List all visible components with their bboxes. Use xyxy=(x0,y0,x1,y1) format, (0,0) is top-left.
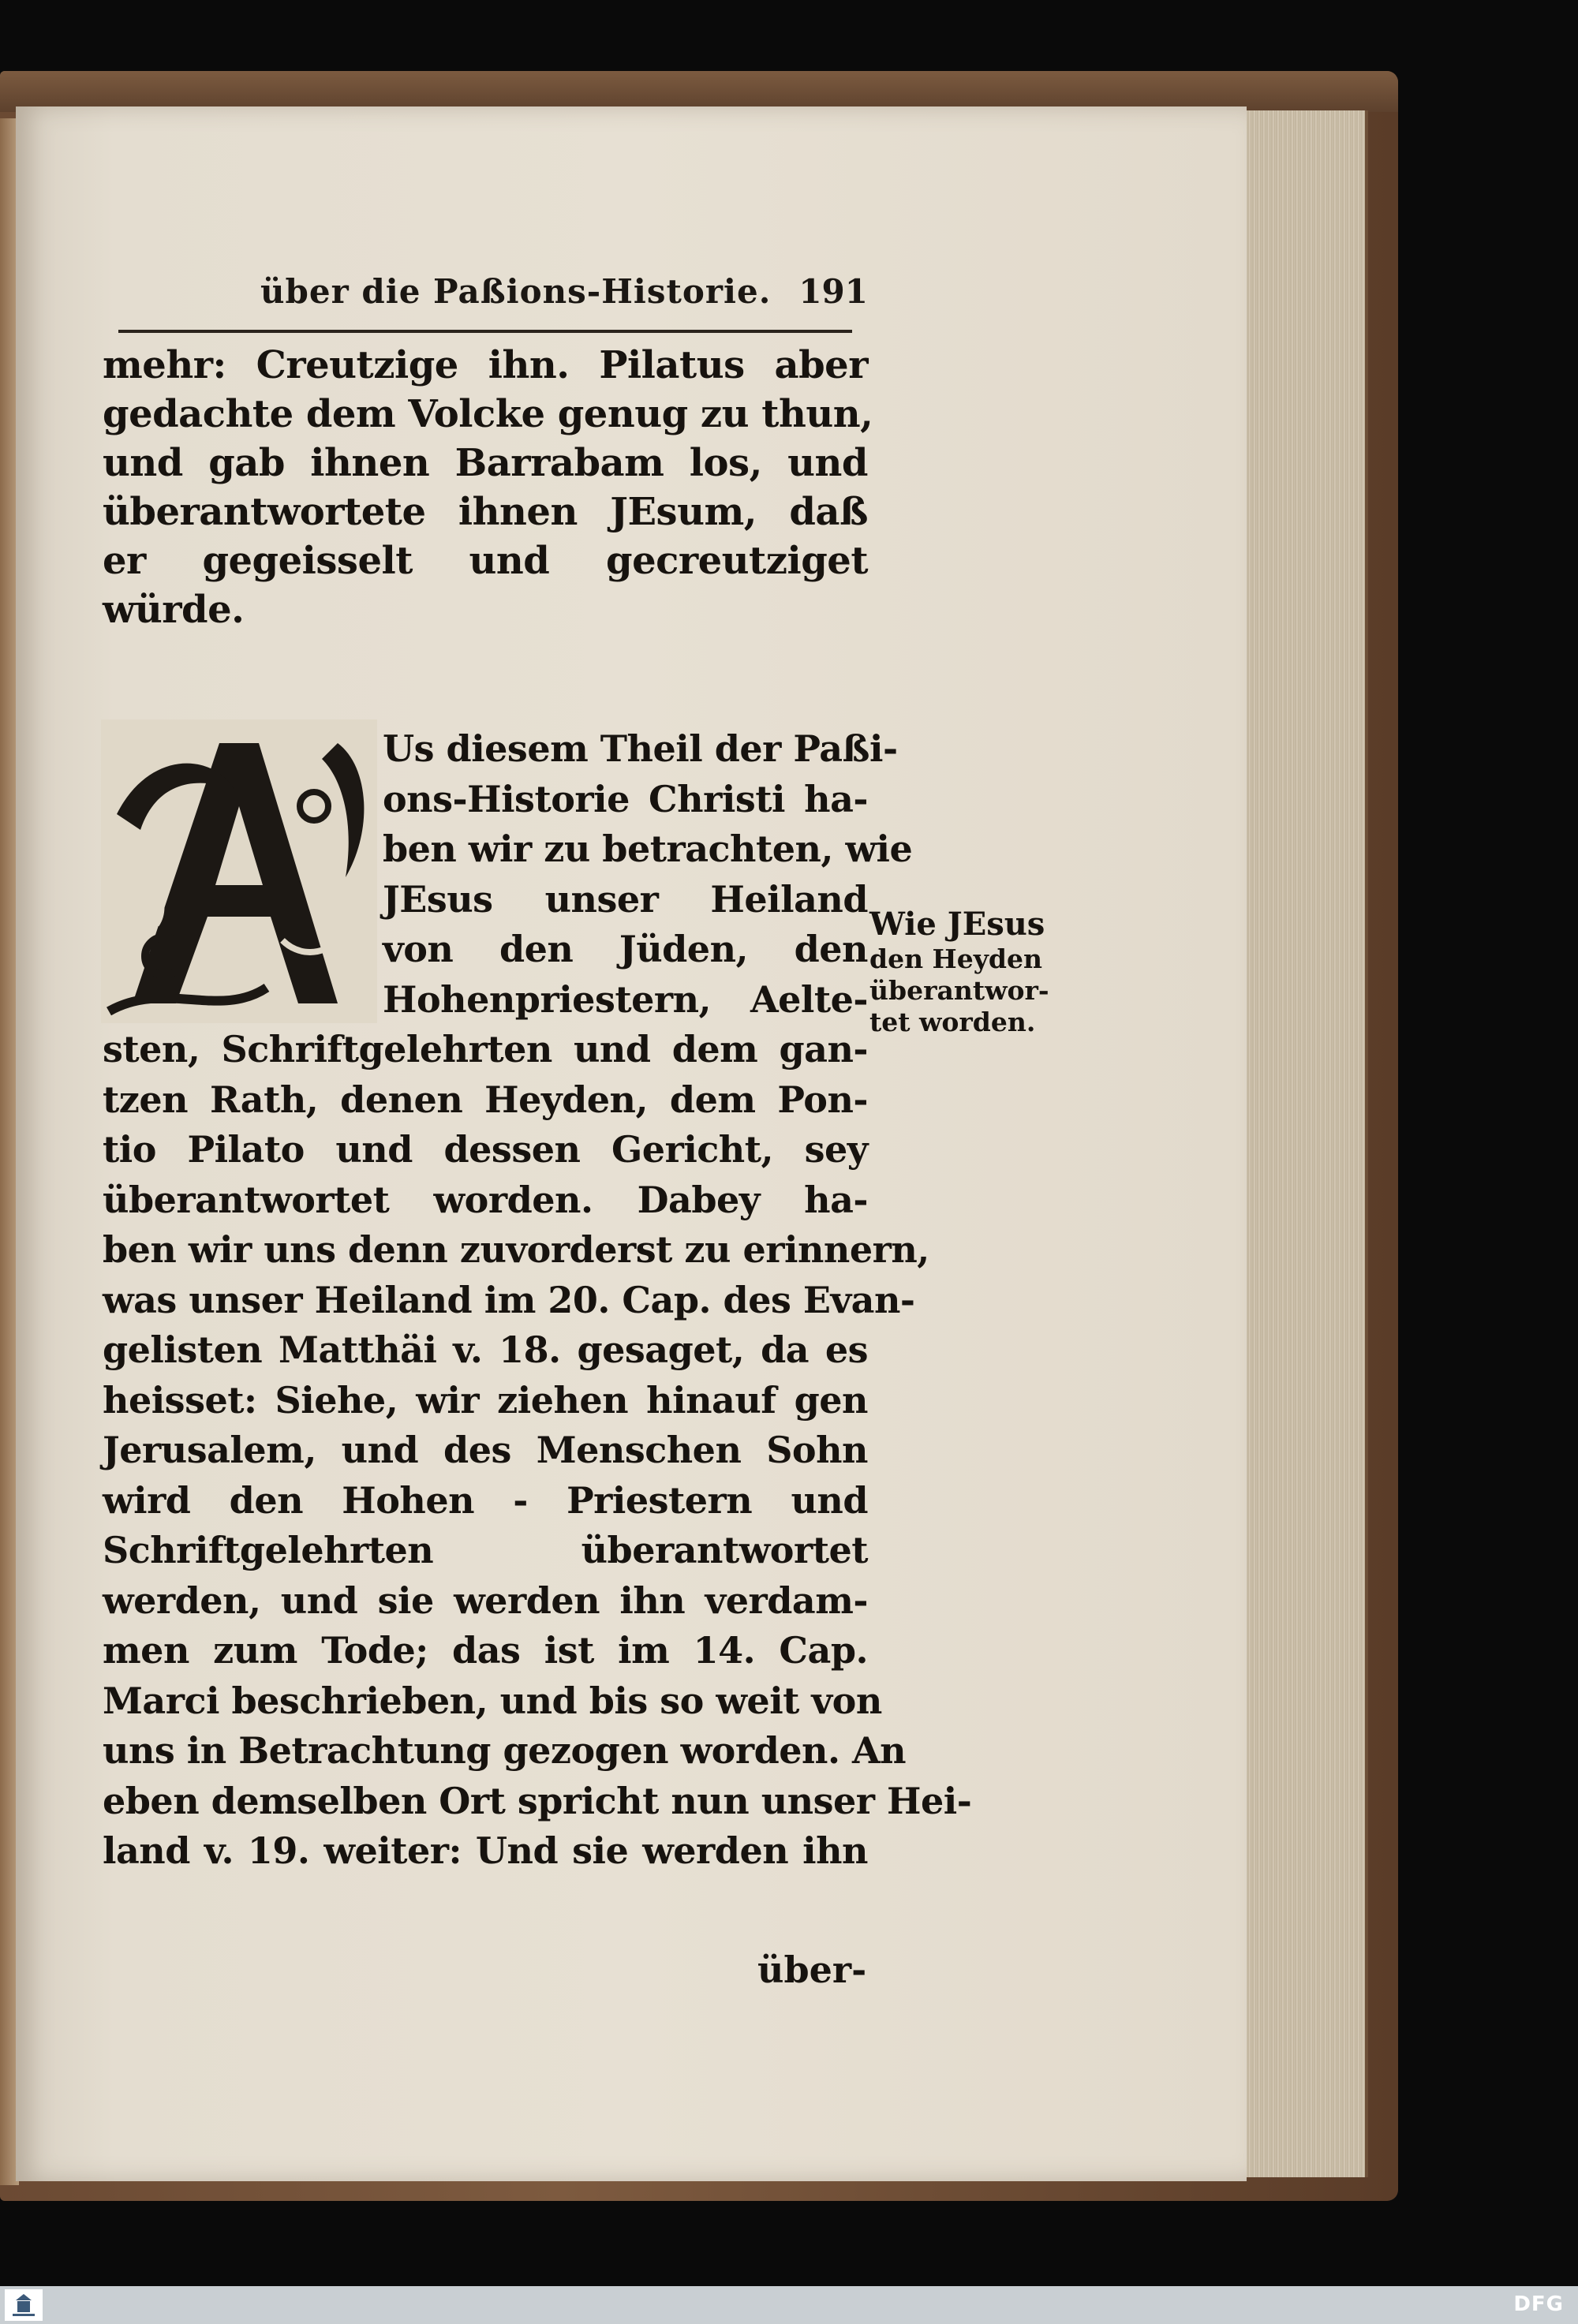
text-line: eben demselben Ort spricht nun unser Hei- xyxy=(103,1779,972,1822)
margin-note-line: den Heyden xyxy=(869,943,1042,974)
text-block-1 xyxy=(103,341,873,634)
text-line: tio Pilato und dessen Gericht, sey xyxy=(103,1128,868,1171)
text-line: uns in Betrachtung gezogen worden. An xyxy=(103,1729,907,1772)
text-line: Jerusalem, und des Menschen Sohn xyxy=(103,1429,868,1471)
text-line: ons-Historie Christi ha- xyxy=(383,777,868,820)
page-number: 191 xyxy=(798,272,868,311)
margin-note xyxy=(869,906,1067,1038)
dfg-logo: DFG xyxy=(1513,2292,1564,2316)
text-line: überantwortet worden. Dabey ha- xyxy=(103,1178,868,1221)
text-line: men zum Tode; das ist im 14. Cap. xyxy=(103,1629,868,1672)
text-line: tzen Rath, denen Heyden, dem Pon- xyxy=(103,1078,868,1121)
running-head-title: über die Paßions-Historie. xyxy=(260,272,772,311)
text-line: heisset: Siehe, wir ziehen hinauf gen xyxy=(103,1378,868,1422)
viewer-footer-bar xyxy=(0,2286,1578,2324)
text-line: JEsus unser Heiland xyxy=(383,877,868,921)
text-line: ben wir zu betrachten, wie xyxy=(383,828,913,870)
text-line: von den Jüden, den xyxy=(383,928,868,970)
text-line: land v. 19. weiter: Und sie werden ihn xyxy=(103,1829,868,1872)
text-line: wird den Hohen - Priestern und xyxy=(103,1478,868,1522)
text-line: sten, Schriftgelehrten und dem gan- xyxy=(103,1028,868,1070)
text-line: ben wir uns denn zuvorderst zu erinnern, xyxy=(103,1228,929,1271)
margin-note-line: überantwor- xyxy=(869,975,1049,1006)
catchword: über- xyxy=(757,1948,867,1991)
text-line: gedachte dem Volcke genug zu thun, xyxy=(103,392,873,436)
text-line: Marci beschrieben, und bis so weit von xyxy=(103,1679,882,1722)
text-line: mehr: Creutzige ihn. Pilatus aber xyxy=(103,343,868,387)
text-line: gelisten Matthäi v. 18. gesaget, da es xyxy=(103,1328,868,1371)
text-line: er gegeisselt und gecreutziget xyxy=(103,539,868,583)
text-line: werden, und sie werden ihn verdam- xyxy=(103,1579,868,1622)
running-head xyxy=(260,272,868,319)
library-logo-icon xyxy=(5,2289,43,2321)
text-line: überantwortete ihnen JEsum, daß xyxy=(103,490,868,534)
text-line: Schriftgelehrten überantwortet xyxy=(103,1529,868,1571)
header-rule xyxy=(118,330,852,333)
text-line: würde. xyxy=(103,588,245,632)
margin-note-line: Wie JEsus xyxy=(869,906,1045,943)
margin-note-line: tet worden. xyxy=(869,1007,1036,1037)
text-line: Us diesem Theil der Paßi- xyxy=(383,727,898,770)
text-line: was unser Heiland im 20. Cap. des Evan- xyxy=(103,1278,915,1321)
text-line: und gab ihnen Barrabam los, und xyxy=(103,441,868,485)
page-edges xyxy=(1247,110,1368,2177)
text-line: Hohenpriestern, Aelte- xyxy=(383,977,868,1021)
